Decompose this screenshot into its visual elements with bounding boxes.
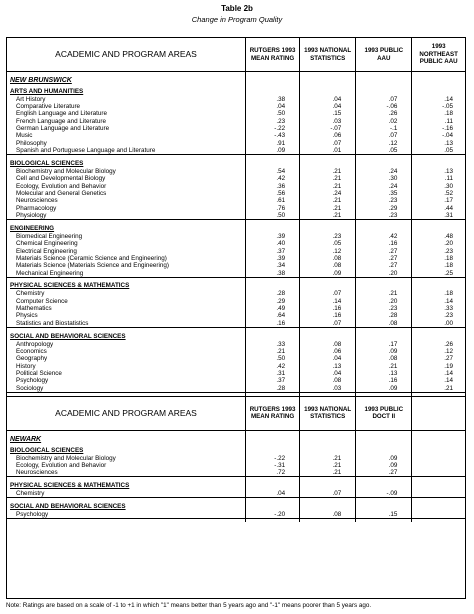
table-row (7, 269, 465, 277)
national-stat: .08 (300, 340, 356, 347)
national-stat: .21 (300, 175, 356, 182)
rutgers-rating: .37 (246, 247, 300, 254)
public-stat: .21 (356, 362, 412, 369)
program-name: Physics (16, 312, 38, 320)
northeast-stat: .33 (412, 305, 465, 312)
national-stat: .15 (300, 110, 356, 117)
public-stat: .21 (356, 290, 412, 297)
northeast-stat: -.16 (412, 125, 465, 132)
northeast-stat: .14 (412, 298, 465, 305)
public-stat: .29 (356, 204, 412, 211)
table-row (7, 204, 465, 211)
public-stat: .27 (356, 469, 412, 477)
table-row (7, 182, 465, 189)
table-row (7, 469, 465, 477)
table-row (7, 462, 465, 469)
program-name: Cell and Developmental Biology (16, 175, 106, 183)
national-stat: .16 (300, 312, 356, 319)
northeast-stat: .18 (412, 255, 465, 262)
program-name: Neurosciences (16, 197, 58, 205)
rutgers-rating: .72 (246, 469, 300, 477)
rutgers-rating: .56 (246, 190, 300, 197)
public-stat: .24 (356, 182, 412, 189)
rutgers-rating: -.22 (246, 454, 300, 461)
rutgers-rating: .28 (246, 385, 300, 393)
program-name: Psychology (7, 511, 246, 519)
section-row (7, 331, 465, 341)
rutgers-rating: .39 (246, 255, 300, 262)
national-stat: .08 (300, 511, 356, 519)
national-stat: .04 (300, 355, 356, 362)
northeast-stat: .44 (412, 204, 465, 211)
program-name: Biochemistry and Molecular Biology (16, 454, 116, 462)
national-stat: .01 (300, 147, 356, 155)
table-row (7, 305, 465, 312)
public-stat: .24 (356, 168, 412, 175)
table-row (7, 298, 465, 305)
national-stat: .07 (300, 320, 356, 328)
header-public-aau: 1993 PUBLIC AAU (356, 38, 412, 72)
rutgers-rating: .42 (246, 362, 300, 369)
table-row (7, 190, 465, 197)
program-name: Neurosciences (7, 469, 246, 477)
table-row (7, 490, 465, 498)
program-name: Music (16, 132, 33, 140)
national-stat: .08 (300, 377, 356, 384)
header-national: 1993 NATIONAL STATISTICS (300, 38, 356, 72)
program-name: Physiology (7, 212, 246, 220)
rutgers-rating: .50 (246, 212, 300, 220)
table-row (7, 454, 465, 461)
northeast-stat: -.05 (412, 103, 465, 110)
quality-table (7, 38, 465, 522)
table-subtitle: Change in Program Quality (191, 15, 283, 24)
header-area: ACADEMIC AND PROGRAM AREAS (7, 396, 246, 430)
header-empty (412, 396, 465, 430)
national-stat: .06 (300, 348, 356, 355)
table-row (7, 320, 465, 328)
table-row (7, 168, 465, 175)
northeast-stat: .18 (412, 110, 465, 117)
public-stat: .26 (356, 110, 412, 117)
section-name: SOCIAL AND BEHAVIORAL SCIENCES (10, 502, 126, 510)
national-stat: -.07 (300, 125, 356, 132)
program-name: Mechanical Engineering (7, 269, 246, 277)
table-row (7, 240, 465, 247)
campus-name: NEW BRUNSWICK (10, 77, 72, 84)
rutgers-rating: .38 (246, 269, 300, 277)
table-row (7, 262, 465, 269)
section-name: BIOLOGICAL SCIENCES (10, 446, 84, 454)
program-name: Sociology (7, 385, 246, 393)
header-area: ACADEMIC AND PROGRAM AREAS (7, 38, 246, 72)
program-name: Materials Science (Materials Science and Engineering) (16, 262, 169, 270)
public-stat: .08 (356, 355, 412, 362)
rutgers-rating: -.20 (246, 511, 300, 519)
table-title: Table 2b (221, 4, 253, 13)
national-stat: .04 (300, 103, 356, 110)
rutgers-rating: -.31 (246, 462, 300, 469)
table-row (7, 312, 465, 319)
rutgers-rating: .39 (246, 233, 300, 240)
northeast-stat: .12 (412, 348, 465, 355)
rutgers-rating: .16 (246, 320, 300, 328)
national-stat: .08 (300, 262, 356, 269)
table-header (7, 38, 465, 72)
program-name: Pharmacology (16, 204, 57, 212)
newark-body (7, 430, 465, 522)
program-name: Chemistry (16, 290, 45, 298)
section-name: SOCIAL AND BEHAVIORAL SCIENCES (10, 332, 126, 340)
program-name: Art History (16, 95, 46, 103)
program-name: Spanish and Portuguese Language and Literature (7, 147, 246, 155)
program-name: History (16, 362, 36, 370)
table-row (7, 118, 465, 125)
program-name: Political Science (16, 369, 62, 377)
northeast-stat: .23 (412, 312, 465, 319)
rutgers-rating: .50 (246, 110, 300, 117)
northeast-stat: .25 (412, 269, 465, 277)
section-name: PHYSICAL SCIENCES & MATHEMATICS (10, 482, 130, 490)
table-row (7, 96, 465, 103)
program-name: Psychology (16, 377, 49, 385)
public-stat: .05 (356, 147, 412, 155)
national-stat: .06 (300, 132, 356, 139)
public-stat: -.06 (356, 103, 412, 110)
rutgers-rating: .49 (246, 305, 300, 312)
program-name: Materials Science (Ceramic Science and Engineering) (16, 254, 167, 262)
rutgers-rating: .04 (246, 490, 300, 498)
section-row (7, 480, 465, 490)
rutgers-rating: .09 (246, 147, 300, 155)
national-stat: .21 (300, 204, 356, 211)
rutgers-rating: .34 (246, 262, 300, 269)
rutgers-rating: .42 (246, 175, 300, 182)
northeast-stat: .14 (412, 370, 465, 377)
program-name: Biomedical Engineering (16, 232, 83, 240)
table-row (7, 290, 465, 297)
section-row (7, 501, 465, 511)
rutgers-rating: .28 (246, 290, 300, 297)
rutgers-rating: .38 (246, 96, 300, 103)
public-stat: .13 (356, 370, 412, 377)
table-row (7, 140, 465, 147)
table-row (7, 385, 465, 393)
rutgers-rating: .21 (246, 348, 300, 355)
national-stat: .12 (300, 247, 356, 254)
northeast-stat: .27 (412, 355, 465, 362)
rutgers-rating: -.22 (246, 125, 300, 132)
table-row (7, 125, 465, 132)
table-row (7, 340, 465, 347)
table-row (7, 362, 465, 369)
public-stat: -.09 (356, 490, 412, 498)
public-stat: .15 (356, 511, 412, 519)
public-stat: .09 (356, 462, 412, 469)
northeast-stat (412, 454, 465, 461)
northeast-stat: .18 (412, 290, 465, 297)
section-row (7, 223, 465, 233)
national-stat: .07 (300, 140, 356, 147)
northeast-stat: .21 (412, 385, 465, 393)
section-name: BIOLOGICAL SCIENCES (10, 160, 84, 167)
rutgers-rating: .37 (246, 377, 300, 384)
northeast-stat: .26 (412, 340, 465, 347)
table-row (7, 348, 465, 355)
table-row (7, 233, 465, 240)
header-rutgers: RUTGERS 1993 MEAN RATING (246, 396, 300, 430)
national-stat: .07 (300, 490, 356, 498)
program-name: Anthropology (16, 340, 54, 348)
program-name: Mathematics (16, 305, 52, 313)
section-row (7, 158, 465, 168)
national-stat: .21 (300, 197, 356, 204)
public-stat: .30 (356, 175, 412, 182)
public-stat: .27 (356, 262, 412, 269)
program-name: Ecology, Evolution and Behavior (16, 461, 107, 469)
public-stat: -.1 (356, 125, 412, 132)
national-stat: .21 (300, 469, 356, 477)
rutgers-rating: .61 (246, 197, 300, 204)
header-rutgers: RUTGERS 1993 MEAN RATING (246, 38, 300, 72)
northeast-stat: .48 (412, 233, 465, 240)
public-stat: .16 (356, 377, 412, 384)
national-stat: .21 (300, 168, 356, 175)
national-stat: .14 (300, 298, 356, 305)
table-header-newark (7, 396, 465, 430)
table-row (7, 103, 465, 110)
rutgers-rating: .40 (246, 240, 300, 247)
national-stat: .24 (300, 190, 356, 197)
northeast-stat: .11 (412, 118, 465, 125)
header-public-doct: 1993 PUBLIC DOCT II (356, 396, 412, 430)
header-national: 1993 NATIONAL STATISTICS (300, 396, 356, 430)
table-row (7, 110, 465, 117)
national-stat: .03 (300, 385, 356, 393)
northeast-stat: .52 (412, 190, 465, 197)
program-name: Philosophy (16, 139, 47, 147)
national-stat: .21 (300, 182, 356, 189)
public-stat: .28 (356, 312, 412, 319)
national-stat: .07 (300, 290, 356, 297)
program-name: Computer Science (16, 297, 68, 305)
table-row (7, 511, 465, 519)
public-stat: .20 (356, 298, 412, 305)
program-name: Electrical Engineering (16, 247, 77, 255)
public-stat: .09 (356, 348, 412, 355)
northeast-stat: .05 (412, 147, 465, 155)
rutgers-rating: .04 (246, 103, 300, 110)
public-stat: .09 (356, 454, 412, 461)
northeast-stat: .14 (412, 377, 465, 384)
northeast-stat: .14 (412, 96, 465, 103)
rutgers-rating: .36 (246, 182, 300, 189)
national-stat: .16 (300, 305, 356, 312)
section-name: PHYSICAL SCIENCES & MATHEMATICS (10, 282, 130, 290)
northeast-stat: .19 (412, 362, 465, 369)
public-stat: .09 (356, 385, 412, 393)
rutgers-rating: .54 (246, 168, 300, 175)
new-brunswick-body (7, 72, 465, 397)
table-note: Note: Ratings are based on a scale of -1 to +1 in which "1" means better than 5 years ago and "-1" means poorer than 5 years ago. (6, 602, 372, 609)
northeast-stat (412, 511, 465, 519)
table-row (7, 147, 465, 155)
national-stat: .13 (300, 362, 356, 369)
rutgers-rating: .33 (246, 340, 300, 347)
public-stat: .07 (356, 96, 412, 103)
table-row (7, 247, 465, 254)
program-name: Ecology, Evolution and Behavior (16, 182, 107, 190)
northeast-stat: -.04 (412, 132, 465, 139)
table-row (7, 370, 465, 377)
northeast-stat: .13 (412, 168, 465, 175)
rutgers-rating: .31 (246, 370, 300, 377)
northeast-stat: .20 (412, 240, 465, 247)
program-name: Comparative Literature (16, 103, 81, 111)
public-stat: .23 (356, 197, 412, 204)
national-stat: .04 (300, 96, 356, 103)
rutgers-rating: .91 (246, 140, 300, 147)
section-row (7, 445, 465, 455)
northeast-stat (412, 469, 465, 477)
public-stat: .08 (356, 320, 412, 328)
header-northeast: 1993 NORTHEAST PUBLIC AAU (412, 38, 465, 72)
rutgers-rating: .29 (246, 298, 300, 305)
section-name: ENGINEERING (10, 224, 55, 232)
northeast-stat: .18 (412, 262, 465, 269)
national-stat: .04 (300, 370, 356, 377)
table-row (7, 175, 465, 182)
public-stat: .23 (356, 305, 412, 312)
section-row (7, 86, 465, 96)
public-stat: .27 (356, 247, 412, 254)
northeast-stat: .23 (412, 247, 465, 254)
table-row (7, 355, 465, 362)
public-stat: .12 (356, 140, 412, 147)
northeast-stat (412, 462, 465, 469)
national-stat: .21 (300, 454, 356, 461)
public-stat: .35 (356, 190, 412, 197)
national-stat: .03 (300, 118, 356, 125)
program-name: Molecular and General Genetics (16, 189, 107, 197)
northeast-stat: .00 (412, 320, 465, 328)
national-stat: .21 (300, 212, 356, 220)
table-row (7, 377, 465, 384)
table-row (7, 132, 465, 139)
public-stat: .42 (356, 233, 412, 240)
program-name: English Language and Literature (16, 110, 108, 118)
program-name: French Language and Literature (16, 117, 106, 125)
national-stat: .21 (300, 462, 356, 469)
national-stat: .23 (300, 233, 356, 240)
program-name: Biochemistry and Molecular Biology (16, 167, 116, 175)
program-name: Chemical Engineering (16, 240, 78, 248)
program-name: Economics (16, 347, 47, 355)
program-name: Chemistry (7, 490, 246, 498)
northeast-stat: .13 (412, 140, 465, 147)
public-stat: .16 (356, 240, 412, 247)
table-row (7, 212, 465, 220)
program-name: Geography (16, 355, 48, 363)
table-row (7, 255, 465, 262)
public-stat: .23 (356, 212, 412, 220)
public-stat: .07 (356, 132, 412, 139)
national-stat: .08 (300, 255, 356, 262)
public-stat: .20 (356, 269, 412, 277)
rutgers-rating: .76 (246, 204, 300, 211)
public-stat: .02 (356, 118, 412, 125)
northeast-stat: .11 (412, 175, 465, 182)
table-row (7, 197, 465, 204)
public-stat: .27 (356, 255, 412, 262)
campus-row (7, 430, 465, 445)
campus-row (7, 72, 465, 87)
table-frame (6, 37, 466, 599)
northeast-stat (412, 490, 465, 498)
national-stat: .05 (300, 240, 356, 247)
campus-name: NEWARK (10, 435, 42, 443)
program-name: Statistics and Biostatistics (7, 320, 246, 328)
rutgers-rating: .64 (246, 312, 300, 319)
northeast-stat: .30 (412, 182, 465, 189)
section-row (7, 281, 465, 291)
rutgers-rating: .23 (246, 118, 300, 125)
section-name: ARTS AND HUMANITIES (10, 87, 84, 95)
northeast-stat: .17 (412, 197, 465, 204)
public-stat: .17 (356, 340, 412, 347)
program-name: German Language and Literature (16, 125, 110, 133)
rutgers-rating: -.43 (246, 132, 300, 139)
national-stat: .09 (300, 269, 356, 277)
northeast-stat: .31 (412, 212, 465, 220)
rutgers-rating: .50 (246, 355, 300, 362)
